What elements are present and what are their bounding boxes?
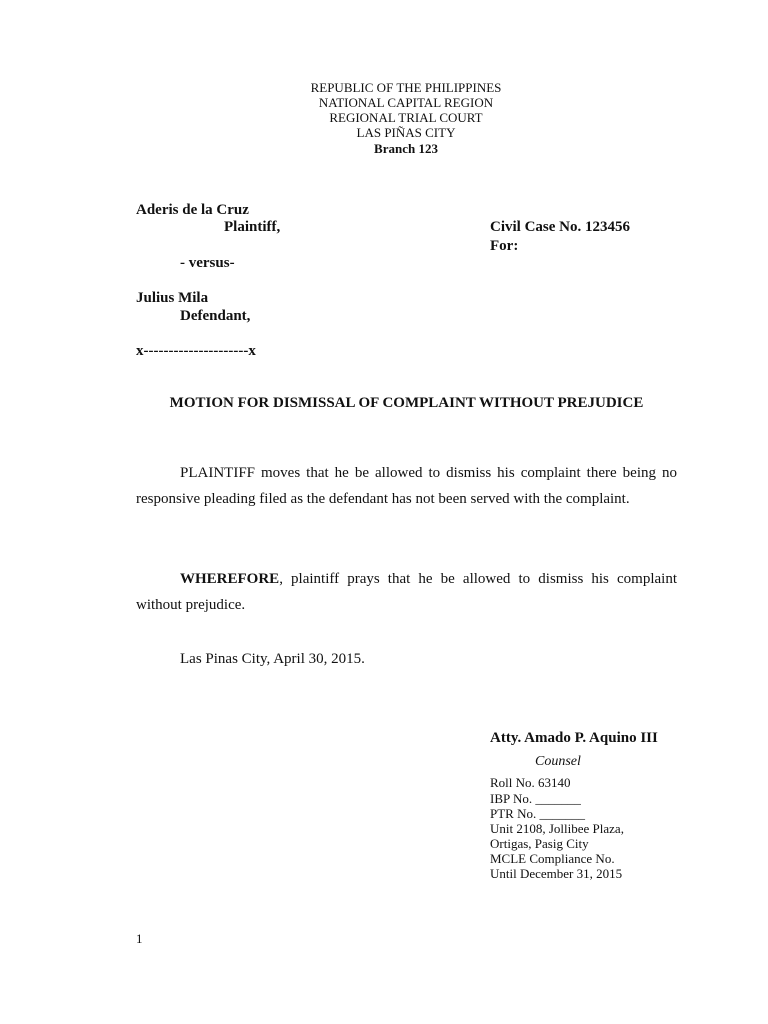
caption-separator: x---------------------x: [136, 343, 256, 359]
plaintiff-name: Aderis de la Cruz: [136, 202, 249, 218]
counsel-role: Counsel: [535, 754, 581, 769]
wherefore-label: WHEREFORE: [180, 571, 280, 587]
body-paragraph-2: [136, 566, 677, 618]
body-paragraph-1: PLAINTIFF moves that he be allowed to dismiss his complaint there being no responsive pleading filed as the defendant has not been served with the complaint.: [136, 465, 677, 507]
defendant-name: Julius Mila: [136, 290, 209, 306]
header-republic: REPUBLIC OF THE PHILIPPINES: [310, 80, 502, 95]
mcle-until: Until December 31, 2015: [490, 866, 623, 881]
ptr-number: PTR No. _______: [490, 806, 585, 821]
counsel-name: Atty. Amado P. Aquino III: [490, 730, 658, 746]
address-line-2: Ortigas, Pasig City: [490, 836, 589, 851]
header-court: REGIONAL TRIAL COURT: [329, 110, 483, 125]
date-line: Las Pinas City, April 30, 2015.: [180, 651, 365, 667]
header-region: NATIONAL CAPITAL REGION: [318, 95, 494, 110]
case-for-label: For:: [490, 238, 519, 254]
motion-title: MOTION FOR DISMISSAL OF COMPLAINT WITHOUT PREJUDICE: [169, 395, 644, 411]
plaintiff-label: Plaintiff,: [224, 219, 281, 235]
mcle-compliance: MCLE Compliance No.: [490, 851, 615, 866]
versus-label: - versus-: [180, 255, 235, 271]
address-line-1: Unit 2108, Jollibee Plaza,: [490, 821, 624, 836]
header-city: LAS PIÑAS CITY: [356, 125, 456, 140]
roll-number: Roll No. 63140: [490, 775, 571, 790]
header-branch: Branch 123: [374, 141, 438, 156]
ibp-number: IBP No. _______: [490, 791, 581, 806]
defendant-label: Defendant,: [180, 308, 251, 324]
page-number: 1: [136, 931, 143, 946]
wherefore-text: , plaintiff prays that he be allowed to dismiss his complaint without prejudice.: [136, 571, 677, 613]
case-number: Civil Case No. 123456: [490, 219, 630, 235]
